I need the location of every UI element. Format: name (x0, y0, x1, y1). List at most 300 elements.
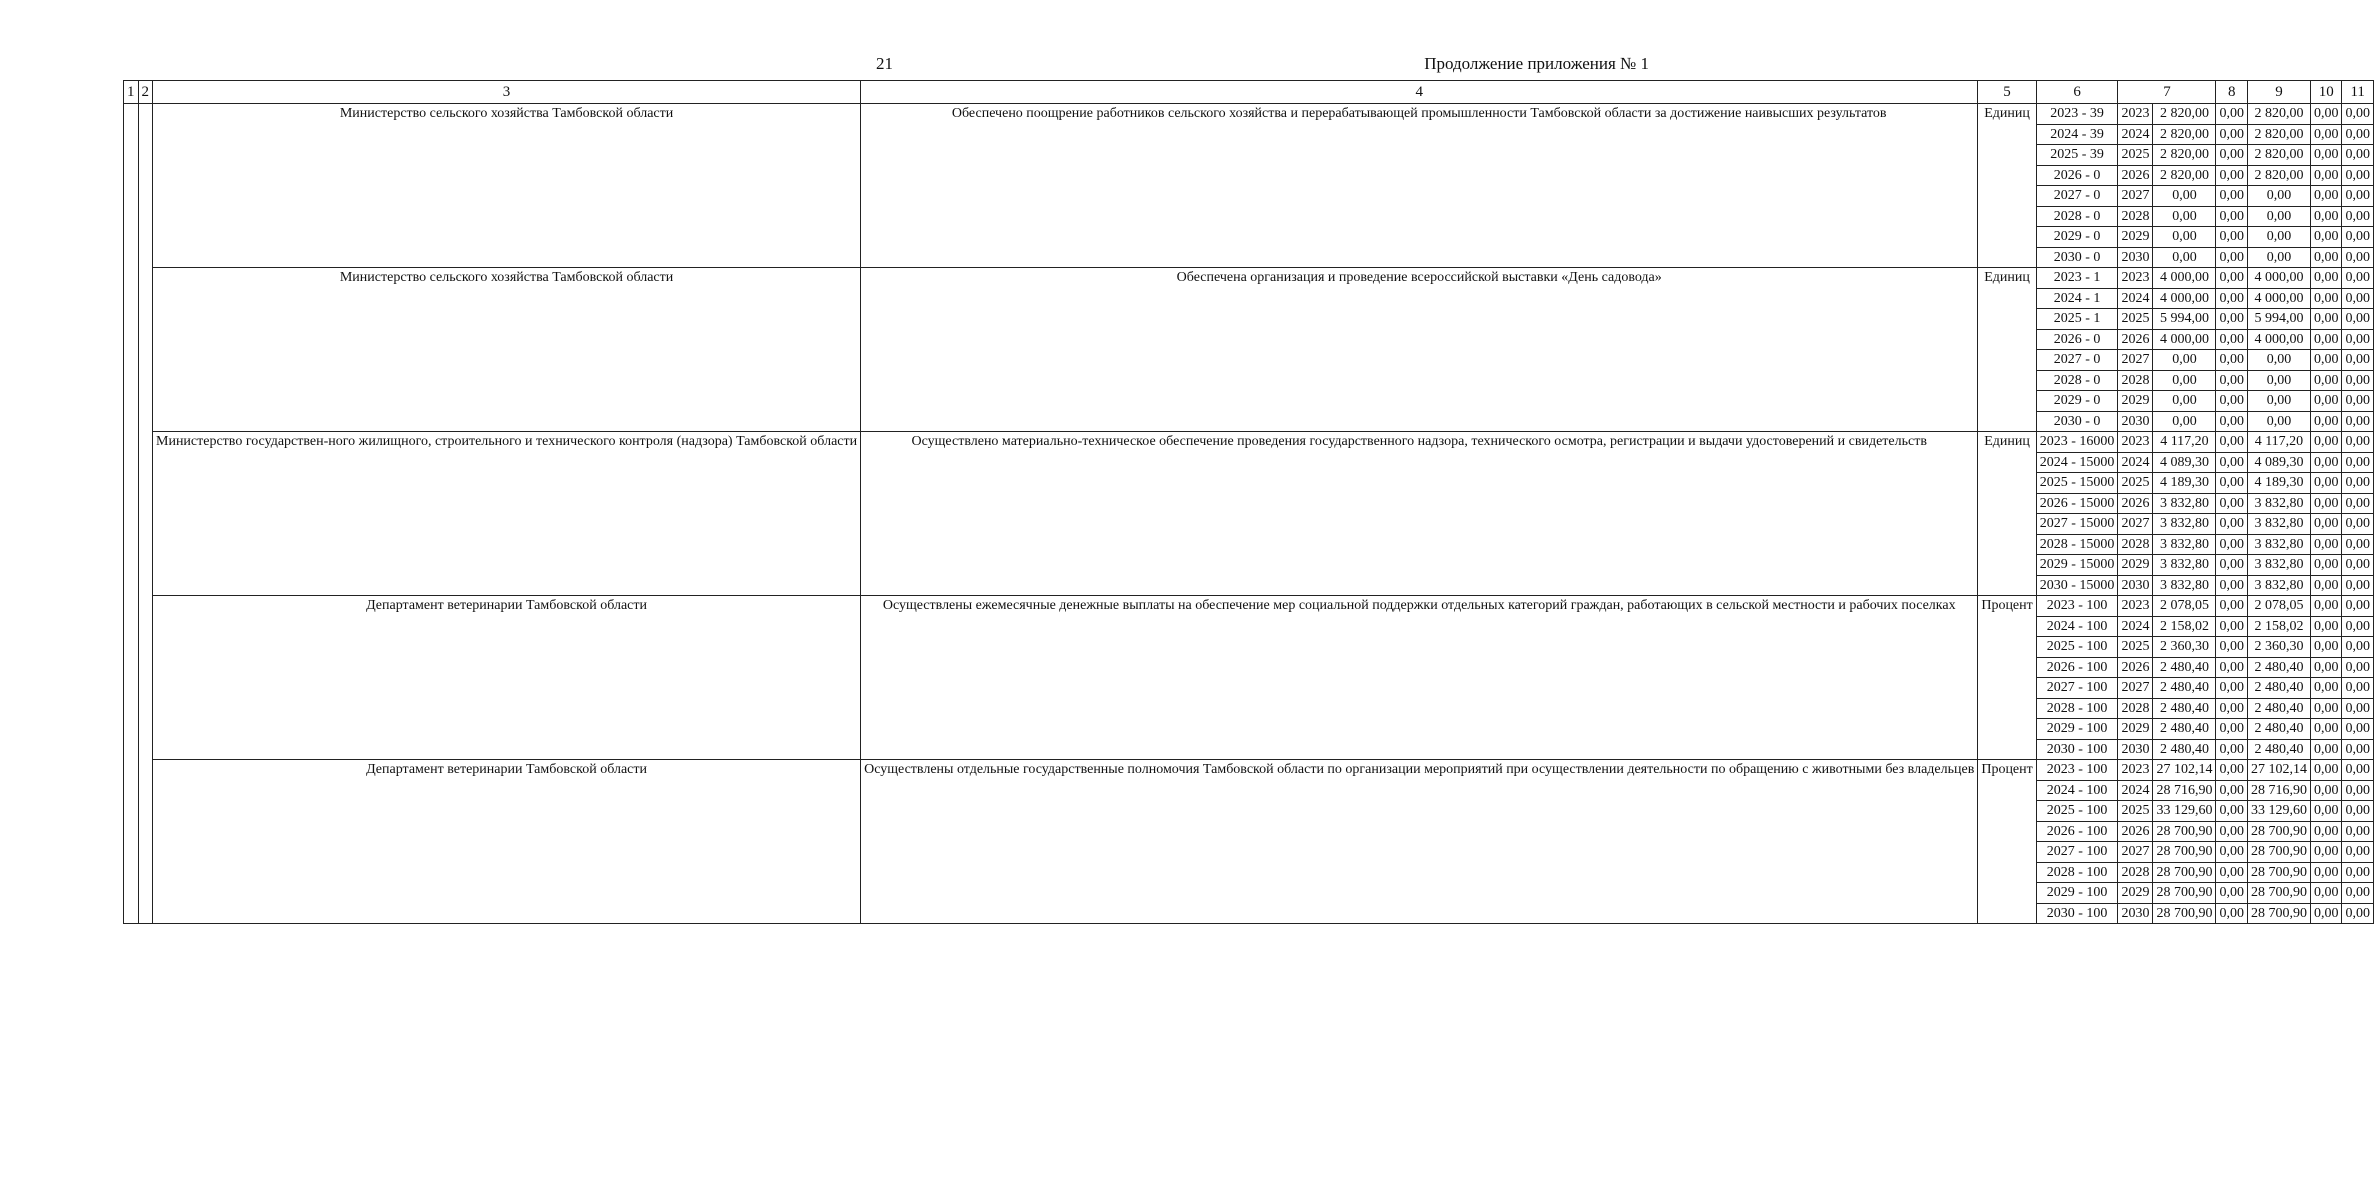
target-cell: 2025 - 39 (2036, 145, 2118, 166)
amount-cell: 28 700,90 (2153, 903, 2216, 924)
unit-cell: Единиц (1978, 432, 2036, 596)
col10-cell: 0,00 (2310, 719, 2342, 740)
amount-cell: 3 832,80 (2153, 493, 2216, 514)
col9-cell: 2 820,00 (2247, 145, 2310, 166)
column-header: 7 (2118, 81, 2216, 104)
col8-cell: 0,00 (2216, 575, 2248, 596)
col9-cell: 2 480,40 (2247, 678, 2310, 699)
year-cell: 2026 (2118, 329, 2153, 350)
target-cell: 2024 - 39 (2036, 124, 2118, 145)
target-cell: 2025 - 100 (2036, 637, 2118, 658)
column-header: 5 (1978, 81, 2036, 104)
year-cell: 2029 (2118, 883, 2153, 904)
year-cell: 2023 (2118, 432, 2153, 453)
unit-cell: Процент (1978, 760, 2036, 924)
year-cell: 2023 (2118, 104, 2153, 125)
col11-cell: 0,00 (2342, 329, 2374, 350)
amount-cell: 27 102,14 (2153, 760, 2216, 781)
target-cell: 2024 - 15000 (2036, 452, 2118, 473)
year-cell: 2028 (2118, 862, 2153, 883)
col9-cell: 4 000,00 (2247, 329, 2310, 350)
col9-cell: 33 129,60 (2247, 801, 2310, 822)
col10-cell: 0,00 (2310, 637, 2342, 658)
col9-cell: 3 832,80 (2247, 493, 2310, 514)
target-cell: 2025 - 1 (2036, 309, 2118, 330)
col10-cell: 0,00 (2310, 309, 2342, 330)
target-cell: 2027 - 15000 (2036, 514, 2118, 535)
col10-cell: 0,00 (2310, 432, 2342, 453)
target-cell: 2023 - 1 (2036, 268, 2118, 289)
amount-cell: 2 480,40 (2153, 739, 2216, 760)
col8-cell: 0,00 (2216, 780, 2248, 801)
col9-cell: 28 700,90 (2247, 842, 2310, 863)
col10-cell: 0,00 (2310, 821, 2342, 842)
col9-cell: 0,00 (2247, 247, 2310, 268)
column-header: 2 (138, 81, 153, 104)
col8-cell: 0,00 (2216, 452, 2248, 473)
table-row (124, 760, 2374, 781)
col8-cell: 0,00 (2216, 616, 2248, 637)
col9-cell: 2 360,30 (2247, 637, 2310, 658)
year-cell: 2028 (2118, 206, 2153, 227)
col9-cell: 0,00 (2247, 391, 2310, 412)
target-cell: 2029 - 0 (2036, 227, 2118, 248)
col8-cell: 0,00 (2216, 247, 2248, 268)
col9-cell: 4 089,30 (2247, 452, 2310, 473)
amount-cell: 2 078,05 (2153, 596, 2216, 617)
col11-cell: 0,00 (2342, 473, 2374, 494)
year-cell: 2029 (2118, 719, 2153, 740)
col10-cell: 0,00 (2310, 616, 2342, 637)
amount-cell: 33 129,60 (2153, 801, 2216, 822)
col8-cell: 0,00 (2216, 760, 2248, 781)
year-cell: 2024 (2118, 616, 2153, 637)
target-cell: 2029 - 15000 (2036, 555, 2118, 576)
target-cell: 2024 - 100 (2036, 616, 2118, 637)
column-header: 6 (2036, 81, 2118, 104)
responsible-cell: Министерство сельского хозяйства Тамбовской области (153, 104, 861, 268)
col8-cell: 0,00 (2216, 596, 2248, 617)
amount-cell: 28 700,90 (2153, 883, 2216, 904)
amount-cell: 2 480,40 (2153, 678, 2216, 699)
col8-cell: 0,00 (2216, 883, 2248, 904)
col11-cell: 0,00 (2342, 288, 2374, 309)
col8-cell: 0,00 (2216, 411, 2248, 432)
year-cell: 2024 (2118, 288, 2153, 309)
col11-cell: 0,00 (2342, 862, 2374, 883)
col10-cell: 0,00 (2310, 760, 2342, 781)
col9-cell: 28 700,90 (2247, 821, 2310, 842)
year-cell: 2026 (2118, 657, 2153, 678)
target-cell: 2023 - 100 (2036, 596, 2118, 617)
target-cell: 2028 - 15000 (2036, 534, 2118, 555)
target-cell: 2028 - 0 (2036, 370, 2118, 391)
year-cell: 2025 (2118, 145, 2153, 166)
year-cell: 2030 (2118, 575, 2153, 596)
col9-cell: 2 158,02 (2247, 616, 2310, 637)
amount-cell: 3 832,80 (2153, 575, 2216, 596)
target-cell: 2026 - 15000 (2036, 493, 2118, 514)
target-cell: 2026 - 100 (2036, 821, 2118, 842)
col9-cell: 28 700,90 (2247, 903, 2310, 924)
col9-cell: 0,00 (2247, 411, 2310, 432)
amount-cell: 0,00 (2153, 350, 2216, 371)
col8-cell: 0,00 (2216, 903, 2248, 924)
col8-cell: 0,00 (2216, 698, 2248, 719)
col8-cell: 0,00 (2216, 104, 2248, 125)
col9-cell: 2 820,00 (2247, 124, 2310, 145)
col11-cell: 0,00 (2342, 206, 2374, 227)
responsible-cell: Министерство государствен-ного жилищного, строительного и технического контроля (надзора) Тамбовской области (153, 432, 861, 596)
col9-cell: 3 832,80 (2247, 534, 2310, 555)
responsible-cell: Министерство сельского хозяйства Тамбовской области (153, 268, 861, 432)
year-cell: 2026 (2118, 165, 2153, 186)
year-cell: 2029 (2118, 227, 2153, 248)
col10-cell: 0,00 (2310, 678, 2342, 699)
table-row (124, 596, 2374, 617)
col11-cell: 0,00 (2342, 104, 2374, 125)
table-row (124, 268, 2374, 289)
amount-cell: 4 000,00 (2153, 268, 2216, 289)
col9-cell: 0,00 (2247, 227, 2310, 248)
column-header: 11 (2342, 81, 2374, 104)
amount-cell: 3 832,80 (2153, 555, 2216, 576)
col11-cell: 0,00 (2342, 145, 2374, 166)
col9-cell: 27 102,14 (2247, 760, 2310, 781)
target-cell: 2028 - 100 (2036, 862, 2118, 883)
col9-cell: 4 000,00 (2247, 268, 2310, 289)
col11-cell: 0,00 (2342, 801, 2374, 822)
col11-cell: 0,00 (2342, 534, 2374, 555)
amount-cell: 0,00 (2153, 186, 2216, 207)
col10-cell: 0,00 (2310, 411, 2342, 432)
col10-cell: 0,00 (2310, 801, 2342, 822)
amount-cell: 0,00 (2153, 411, 2216, 432)
target-cell: 2030 - 100 (2036, 739, 2118, 760)
year-cell: 2030 (2118, 903, 2153, 924)
target-cell: 2030 - 15000 (2036, 575, 2118, 596)
col8-cell: 0,00 (2216, 165, 2248, 186)
year-cell: 2027 (2118, 678, 2153, 699)
col9-cell: 0,00 (2247, 370, 2310, 391)
col9-cell: 3 832,80 (2247, 575, 2310, 596)
year-cell: 2025 (2118, 801, 2153, 822)
col8-cell: 0,00 (2216, 657, 2248, 678)
target-cell: 2029 - 0 (2036, 391, 2118, 412)
target-cell: 2025 - 15000 (2036, 473, 2118, 494)
col11-cell: 0,00 (2342, 842, 2374, 863)
col11-cell: 0,00 (2342, 124, 2374, 145)
col9-cell: 2 480,40 (2247, 719, 2310, 740)
col11-cell: 0,00 (2342, 247, 2374, 268)
col10-cell: 0,00 (2310, 268, 2342, 289)
target-cell: 2026 - 100 (2036, 657, 2118, 678)
year-cell: 2027 (2118, 514, 2153, 535)
amount-cell: 28 700,90 (2153, 862, 2216, 883)
col10-cell: 0,00 (2310, 862, 2342, 883)
amount-cell: 2 360,30 (2153, 637, 2216, 658)
target-cell: 2023 - 39 (2036, 104, 2118, 125)
col11-cell: 0,00 (2342, 227, 2374, 248)
col10-cell: 0,00 (2310, 514, 2342, 535)
col10-cell: 0,00 (2310, 288, 2342, 309)
col11-cell: 0,00 (2342, 514, 2374, 535)
year-cell: 2028 (2118, 698, 2153, 719)
col10-cell: 0,00 (2310, 739, 2342, 760)
amount-cell: 0,00 (2153, 370, 2216, 391)
target-cell: 2025 - 100 (2036, 801, 2118, 822)
col8-cell: 0,00 (2216, 329, 2248, 350)
year-cell: 2024 (2118, 452, 2153, 473)
col10-cell: 0,00 (2310, 596, 2342, 617)
col11-cell: 0,00 (2342, 739, 2374, 760)
col10-cell: 0,00 (2310, 657, 2342, 678)
responsible-cell: Департамент ветеринарии Тамбовской области (153, 760, 861, 924)
col10-cell: 0,00 (2310, 842, 2342, 863)
year-cell: 2025 (2118, 309, 2153, 330)
amount-cell: 4 000,00 (2153, 329, 2216, 350)
year-cell: 2027 (2118, 350, 2153, 371)
col8-cell: 0,00 (2216, 124, 2248, 145)
column-header: 8 (2216, 81, 2248, 104)
col11-cell: 0,00 (2342, 370, 2374, 391)
column-header: 4 (861, 81, 1978, 104)
target-cell: 2026 - 0 (2036, 329, 2118, 350)
unit-cell: Единиц (1978, 268, 2036, 432)
col11-cell: 0,00 (2342, 186, 2374, 207)
amount-cell: 0,00 (2153, 247, 2216, 268)
col9-cell: 0,00 (2247, 350, 2310, 371)
col8-cell: 0,00 (2216, 801, 2248, 822)
year-cell: 2029 (2118, 391, 2153, 412)
amount-cell: 2 158,02 (2153, 616, 2216, 637)
year-cell: 2023 (2118, 596, 2153, 617)
col9-cell: 28 700,90 (2247, 883, 2310, 904)
col10-cell: 0,00 (2310, 452, 2342, 473)
target-cell: 2026 - 0 (2036, 165, 2118, 186)
col9-cell: 2 480,40 (2247, 739, 2310, 760)
col10-cell: 0,00 (2310, 575, 2342, 596)
target-cell: 2030 - 100 (2036, 903, 2118, 924)
year-cell: 2025 (2118, 473, 2153, 494)
col11-cell: 0,00 (2342, 678, 2374, 699)
col10-cell: 0,00 (2310, 206, 2342, 227)
year-cell: 2023 (2118, 760, 2153, 781)
col11-cell: 0,00 (2342, 411, 2374, 432)
amount-cell: 3 832,80 (2153, 514, 2216, 535)
target-cell: 2029 - 100 (2036, 719, 2118, 740)
col11-cell: 0,00 (2342, 493, 2374, 514)
page-number: 21 (876, 54, 893, 73)
col11-cell: 0,00 (2342, 760, 2374, 781)
result-cell: Обеспечено поощрение работников сельского хозяйства и перерабатывающей промышленности Тамбовской области за достижение наивысших результатов (861, 104, 1978, 268)
amount-cell: 2 480,40 (2153, 657, 2216, 678)
col9-cell: 5 994,00 (2247, 309, 2310, 330)
col9-cell: 28 716,90 (2247, 780, 2310, 801)
col8-cell: 0,00 (2216, 821, 2248, 842)
amount-cell: 3 832,80 (2153, 534, 2216, 555)
col10-cell: 0,00 (2310, 227, 2342, 248)
col8-cell: 0,00 (2216, 555, 2248, 576)
year-cell: 2024 (2118, 780, 2153, 801)
col10-cell: 0,00 (2310, 698, 2342, 719)
col11-cell: 0,00 (2342, 268, 2374, 289)
col10-cell: 0,00 (2310, 186, 2342, 207)
col11-cell: 0,00 (2342, 575, 2374, 596)
amount-cell: 0,00 (2153, 227, 2216, 248)
col9-cell: 3 832,80 (2247, 514, 2310, 535)
col8-cell: 0,00 (2216, 186, 2248, 207)
table-row (124, 104, 2374, 125)
col8-cell: 0,00 (2216, 473, 2248, 494)
target-cell: 2030 - 0 (2036, 247, 2118, 268)
amount-cell: 2 480,40 (2153, 719, 2216, 740)
amount-cell: 4 117,20 (2153, 432, 2216, 453)
continuation-label: Продолжение приложения № 1 (1424, 54, 1649, 73)
col8-cell: 0,00 (2216, 534, 2248, 555)
col9-cell: 2 820,00 (2247, 104, 2310, 125)
year-cell: 2030 (2118, 739, 2153, 760)
target-cell: 2023 - 16000 (2036, 432, 2118, 453)
col11-cell: 0,00 (2342, 616, 2374, 637)
column-header: 9 (2247, 81, 2310, 104)
col11-cell: 0,00 (2342, 821, 2374, 842)
table-header-row (124, 81, 2374, 104)
col8-cell: 0,00 (2216, 862, 2248, 883)
col9-cell: 28 700,90 (2247, 862, 2310, 883)
col11-cell: 0,00 (2342, 883, 2374, 904)
col8-cell: 0,00 (2216, 637, 2248, 658)
target-cell: 2027 - 0 (2036, 350, 2118, 371)
col11-cell: 0,00 (2342, 391, 2374, 412)
result-cell: Обеспечена организация и проведение всероссийской выставки «День садовода» (861, 268, 1978, 432)
col11-cell: 0,00 (2342, 165, 2374, 186)
target-cell: 2023 - 100 (2036, 760, 2118, 781)
year-cell: 2030 (2118, 411, 2153, 432)
result-cell: Осуществлено материально-техническое обеспечение проведения государственного надзора, технического осмотра, регистрации и выдачи удостоверений и свидетельств (861, 432, 1978, 596)
amount-cell: 5 994,00 (2153, 309, 2216, 330)
table-body (124, 104, 2374, 924)
col11-cell: 0,00 (2342, 719, 2374, 740)
amount-cell: 2 820,00 (2153, 165, 2216, 186)
year-cell: 2026 (2118, 821, 2153, 842)
year-cell: 2028 (2118, 534, 2153, 555)
col9-cell: 2 480,40 (2247, 698, 2310, 719)
col11-cell: 0,00 (2342, 903, 2374, 924)
year-cell: 2027 (2118, 186, 2153, 207)
amount-cell: 4 089,30 (2153, 452, 2216, 473)
col10-cell: 0,00 (2310, 473, 2342, 494)
col10-cell: 0,00 (2310, 145, 2342, 166)
col8-cell: 0,00 (2216, 309, 2248, 330)
col9-cell: 4 117,20 (2247, 432, 2310, 453)
col8-cell: 0,00 (2216, 268, 2248, 289)
amount-cell: 28 700,90 (2153, 842, 2216, 863)
amount-cell: 2 820,00 (2153, 124, 2216, 145)
amount-cell: 2 480,40 (2153, 698, 2216, 719)
target-cell: 2028 - 0 (2036, 206, 2118, 227)
year-cell: 2029 (2118, 555, 2153, 576)
col11-cell: 0,00 (2342, 698, 2374, 719)
target-cell: 2029 - 100 (2036, 883, 2118, 904)
column-header: 3 (153, 81, 861, 104)
amount-cell: 28 716,90 (2153, 780, 2216, 801)
col11-cell: 0,00 (2342, 350, 2374, 371)
col9-cell: 0,00 (2247, 186, 2310, 207)
col10-cell: 0,00 (2310, 883, 2342, 904)
year-cell: 2030 (2118, 247, 2153, 268)
target-cell: 2027 - 100 (2036, 842, 2118, 863)
target-cell: 2028 - 100 (2036, 698, 2118, 719)
col10-cell: 0,00 (2310, 247, 2342, 268)
col10-cell: 0,00 (2310, 124, 2342, 145)
col2-cell (138, 104, 153, 924)
col8-cell: 0,00 (2216, 288, 2248, 309)
col9-cell: 4 189,30 (2247, 473, 2310, 494)
col11-cell: 0,00 (2342, 555, 2374, 576)
year-cell: 2025 (2118, 637, 2153, 658)
year-cell: 2026 (2118, 493, 2153, 514)
year-cell: 2023 (2118, 268, 2153, 289)
responsible-cell: Департамент ветеринарии Тамбовской области (153, 596, 861, 760)
col10-cell: 0,00 (2310, 370, 2342, 391)
col8-cell: 0,00 (2216, 739, 2248, 760)
col11-cell: 0,00 (2342, 596, 2374, 617)
amount-cell: 0,00 (2153, 391, 2216, 412)
col8-cell: 0,00 (2216, 719, 2248, 740)
amount-cell: 4 000,00 (2153, 288, 2216, 309)
col10-cell: 0,00 (2310, 555, 2342, 576)
col8-cell: 0,00 (2216, 514, 2248, 535)
column-header: 1 (124, 81, 139, 104)
col8-cell: 0,00 (2216, 842, 2248, 863)
column-header: 10 (2310, 81, 2342, 104)
col10-cell: 0,00 (2310, 780, 2342, 801)
year-cell: 2024 (2118, 124, 2153, 145)
target-cell: 2024 - 100 (2036, 780, 2118, 801)
col10-cell: 0,00 (2310, 534, 2342, 555)
col8-cell: 0,00 (2216, 678, 2248, 699)
col9-cell: 2 078,05 (2247, 596, 2310, 617)
col8-cell: 0,00 (2216, 227, 2248, 248)
col10-cell: 0,00 (2310, 329, 2342, 350)
col10-cell: 0,00 (2310, 165, 2342, 186)
unit-cell: Единиц (1978, 104, 2036, 268)
year-cell: 2027 (2118, 842, 2153, 863)
col8-cell: 0,00 (2216, 145, 2248, 166)
col11-cell: 0,00 (2342, 452, 2374, 473)
year-cell: 2028 (2118, 370, 2153, 391)
col9-cell: 0,00 (2247, 206, 2310, 227)
col10-cell: 0,00 (2310, 391, 2342, 412)
col10-cell: 0,00 (2310, 350, 2342, 371)
col8-cell: 0,00 (2216, 370, 2248, 391)
col8-cell: 0,00 (2216, 391, 2248, 412)
col8-cell: 0,00 (2216, 206, 2248, 227)
col11-cell: 0,00 (2342, 432, 2374, 453)
col9-cell: 2 480,40 (2247, 657, 2310, 678)
col9-cell: 2 820,00 (2247, 165, 2310, 186)
amount-cell: 0,00 (2153, 206, 2216, 227)
col8-cell: 0,00 (2216, 432, 2248, 453)
target-cell: 2024 - 1 (2036, 288, 2118, 309)
amount-cell: 28 700,90 (2153, 821, 2216, 842)
col8-cell: 0,00 (2216, 493, 2248, 514)
target-cell: 2027 - 100 (2036, 678, 2118, 699)
target-cell: 2027 - 0 (2036, 186, 2118, 207)
col8-cell: 0,00 (2216, 350, 2248, 371)
table-row (124, 432, 2374, 453)
